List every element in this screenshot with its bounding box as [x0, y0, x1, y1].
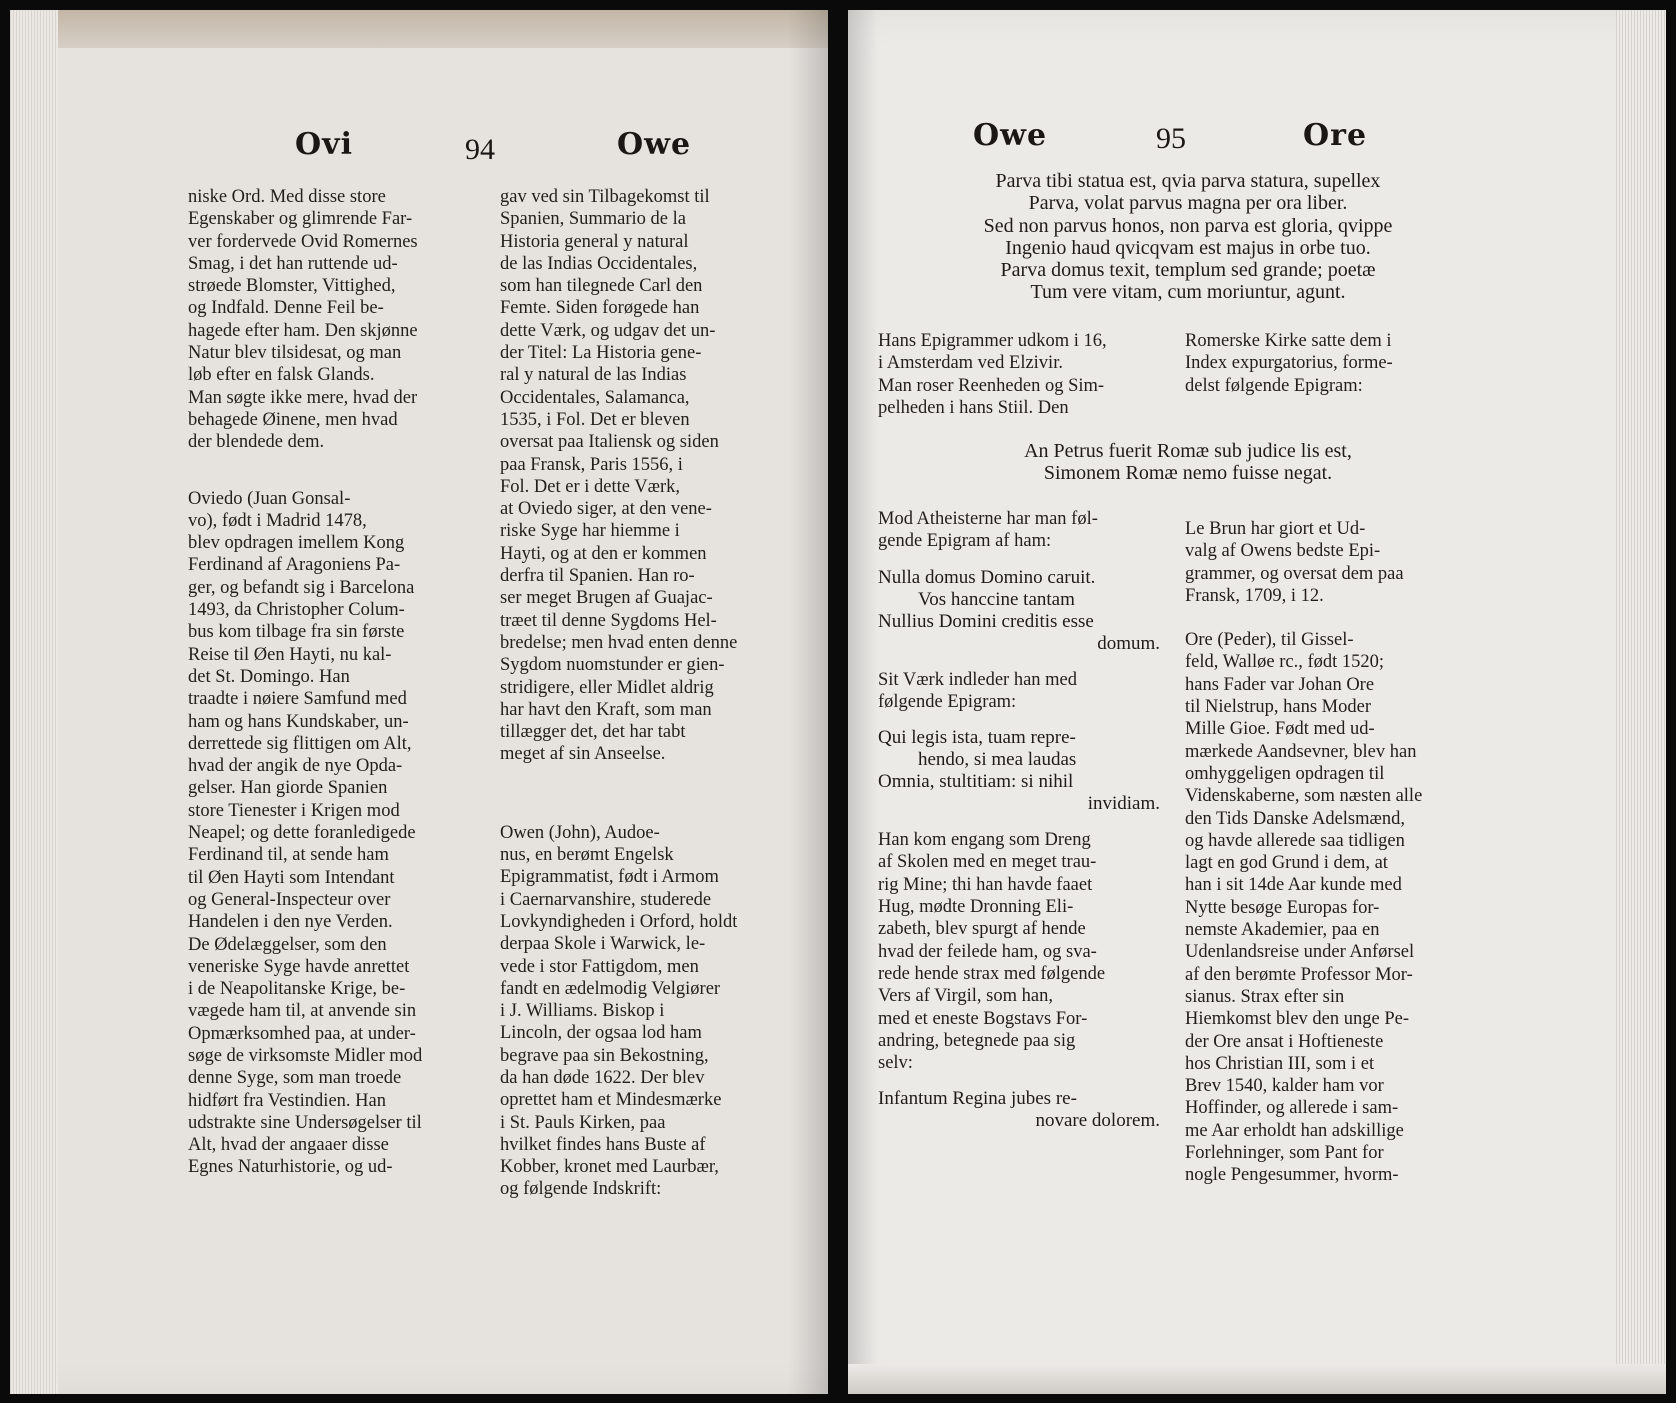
verse-line: domum.	[1097, 632, 1160, 654]
verse-line: novare dolorem.	[1035, 1110, 1160, 1132]
running-head-left: Owe	[973, 118, 1048, 153]
text-line: nemste Akademier, paa en	[1185, 920, 1380, 941]
spacer	[878, 655, 1160, 669]
verse-line: An Petrus fuerit Romæ sub judice lis est,	[1024, 440, 1352, 462]
text-line: ral y natural de las Indias	[500, 365, 687, 386]
text-line: andring, betegnede paa sig	[878, 1030, 1076, 1051]
left-column-1	[188, 186, 478, 1179]
text-line: Smag, i det han ruttende ud-	[188, 253, 398, 274]
text-line: selv:	[878, 1053, 913, 1074]
verse-line: Ingenio haud qvicqvam est majus in orbe tuo.	[1005, 236, 1371, 259]
text-line: dette Værk, og udgav det un-	[500, 320, 716, 341]
text-line: pelheden i hans Stiil. Den	[878, 397, 1069, 418]
verse-line: Parva, volat parvus magna per ora liber.	[1028, 192, 1348, 215]
verse-line: Tum vere vitam, cum moriuntur, agunt.	[1030, 281, 1346, 304]
text-line: vægede ham til, at anvende sin	[188, 1001, 417, 1022]
text-line: Hiemkomst blev den unge Pe-	[1185, 1009, 1410, 1030]
text-line: og General-Inspecteur over	[188, 889, 391, 910]
text-line: Lovkyndigheden i Orford, holdt	[500, 911, 738, 932]
right-column-1-bottom	[878, 508, 1160, 1132]
entry-ore	[1185, 629, 1477, 1186]
text-line: paa Fransk, Paris 1556, i	[500, 454, 683, 475]
text-line: Man søgte ikke mere, hvad der	[188, 387, 418, 408]
text-line: Sit Værk indleder han med	[878, 669, 1078, 690]
text-line: ver fordervede Ovid Romernes	[188, 231, 418, 252]
text-line: Ferdinand til, at sende ham	[188, 845, 389, 866]
page-stack-edge	[1616, 10, 1666, 1394]
text-line: i de Neapolitanske Krige, be-	[188, 979, 406, 1000]
text-line: Spanien, Summario de la	[500, 209, 686, 230]
verse-line: Nullius Domini creditis esse	[878, 610, 1094, 632]
text-line: Egenskaber og glimrende Far-	[188, 209, 413, 230]
epigram-inscription	[888, 170, 1488, 304]
text-line: Index expurgatorius, forme-	[1185, 353, 1393, 374]
verse-line: Parva tibi statua est, qvia parva statura, supellex	[995, 170, 1381, 192]
text-line: Videnskaberne, som næsten alle	[1185, 786, 1423, 807]
text-line: Mille Gioe. Født med ud-	[1185, 719, 1375, 740]
left-column-2	[500, 186, 790, 1201]
spacer	[878, 553, 1160, 567]
paragraph	[1185, 518, 1477, 607]
entry-oviedo	[188, 488, 478, 1179]
text-line: der Ore ansat i Hoftieneste	[1185, 1031, 1384, 1052]
text-line: han i sit 14de Aar kunde med	[1185, 875, 1402, 896]
text-line: i St. Pauls Kirken, paa	[500, 1112, 666, 1133]
text-line: da han døde 1622. Der blev	[500, 1067, 705, 1088]
text-line: gav ved sin Tilbagekomst til	[500, 187, 710, 207]
text-line: Fol. Det er i dette Værk,	[500, 476, 681, 497]
text-line: Kobber, kronet med Laurbær,	[500, 1157, 719, 1178]
running-head-right: Ore	[1303, 118, 1368, 153]
text-line: Ferdinand af Aragoniens Pa-	[188, 555, 401, 576]
text-line: ham og hans Kundskaber, un-	[188, 711, 409, 732]
text-line: Nytte besøge Europas for-	[1185, 897, 1380, 918]
text-line: sianus. Strax efter sin	[1185, 986, 1345, 1007]
epigram-petrus	[888, 440, 1488, 485]
verse-line: hendo, si mea laudas	[918, 749, 1077, 771]
verse-line: Omnia, stultitiam: si nihil	[878, 771, 1074, 793]
text-line: Historia general y natural	[500, 231, 689, 252]
text-line: Occidentales, Salamanca,	[500, 387, 690, 408]
text-line: tillægger det, det har tabt	[500, 722, 686, 743]
page-bottom-edge	[848, 1364, 1666, 1394]
text-line: Handelen i den nye Verden.	[188, 912, 393, 933]
text-line: Epigrammatist, født i Armom	[500, 867, 719, 888]
text-line: Egnes Naturhistorie, og ud-	[188, 1157, 393, 1178]
text-line: derfra til Spanien. Han ro-	[500, 566, 695, 587]
text-line: har havt den Kraft, som man	[500, 699, 712, 720]
text-line: Lincoln, der ogsaa lod ham	[500, 1023, 702, 1044]
text-line: søge de virksomste Midler mod	[188, 1045, 423, 1066]
text-line: grammer, og oversat dem paa	[1185, 563, 1404, 584]
text-line: hvad der feilede ham, og sva-	[878, 941, 1097, 962]
text-line: store Tienester i Krigen mod	[188, 800, 400, 821]
text-line: i J. Williams. Biskop i	[500, 1001, 665, 1022]
text-line: ger, og befandt sig i Barcelona	[188, 577, 415, 598]
page-number: 95	[1156, 122, 1186, 155]
text-line: Opmærksomhed paa, at under-	[188, 1023, 416, 1044]
text-line: hos Christian III, som i et	[1185, 1053, 1375, 1074]
text-line: Fransk, 1709, i 12.	[1185, 585, 1324, 606]
text-line: vo), født i Madrid 1478,	[188, 510, 367, 531]
text-line: rede hende strax med følgende	[878, 963, 1106, 984]
text-line: veneriske Syge havde anrettet	[188, 956, 410, 977]
spacer	[878, 713, 1160, 727]
right-column-2-top	[1185, 330, 1477, 397]
text-line: det St. Domingo. Han	[188, 666, 350, 687]
right-page	[848, 10, 1666, 1394]
text-line: der Titel: La Historia gene-	[500, 343, 702, 364]
text-line: Man roser Reenheden og Sim-	[878, 375, 1105, 396]
text-line: ser meget Brugen af Guajac-	[500, 588, 713, 609]
text-line: Reise til Øen Hayti, nu kal-	[188, 644, 392, 665]
epigram-nulla-domus	[878, 567, 1160, 655]
text-line: meget af sin Anseelse.	[500, 744, 666, 765]
page-number: 94	[465, 133, 495, 166]
text-line: Owen (John), Audoe-	[500, 822, 660, 843]
text-line: til Nielstrup, hans Moder	[1185, 697, 1372, 718]
text-line: hvilket findes hans Buste af	[500, 1134, 706, 1155]
text-line: Hug, mødte Dronning Eli-	[878, 897, 1074, 918]
text-line: vede i stor Fattigdom, men	[500, 956, 699, 977]
text-line: der blendede dem.	[188, 432, 325, 453]
verse-line: Infantum Regina jubes re-	[878, 1088, 1077, 1110]
text-line: og havde allerede saa tidligen	[1185, 830, 1405, 851]
text-line: begrave paa sin Bekostning,	[500, 1045, 709, 1066]
spacer	[878, 815, 1160, 829]
verse-line: Simonem Romæ nemo fuisse negat.	[1043, 462, 1333, 485]
text-line: med et eneste Bogstavs For-	[878, 1008, 1088, 1029]
text-line: fandt en ædelmodig Velgiører	[500, 978, 721, 999]
text-line: Udenlandsreise under Anførsel	[1185, 942, 1415, 963]
text-line: og følgende Indskrift:	[500, 1179, 662, 1200]
text-line: af Skolen med en meget trau-	[878, 852, 1097, 873]
text-line: Han kom engang som Dreng	[878, 830, 1091, 851]
text-line: den Tids Danske Adelsmænd,	[1185, 808, 1405, 829]
text-line: Ore (Peder), til Gissel-	[1185, 630, 1354, 651]
left-page	[10, 10, 828, 1394]
text-line: derrettede sig flittigen om Alt,	[188, 733, 412, 754]
epigram-qui-legis	[878, 727, 1160, 815]
text-line: Brev 1540, kalder ham vor	[1185, 1076, 1384, 1097]
text-line: gelser. Han giorde Spanien	[188, 778, 388, 799]
gutter-shadow	[788, 10, 828, 1394]
text-line: riske Syge har hiemme i	[500, 521, 680, 542]
text-line: til Øen Hayti som Intendant	[188, 867, 395, 888]
text-line: bus kom tilbage fra sin første	[188, 622, 405, 643]
text-line: feld, Walløe rc., født 1520;	[1185, 652, 1385, 673]
text-line: derpaa Skole i Warwick, le-	[500, 934, 706, 955]
text-line: 1535, i Fol. Det er bleven	[500, 409, 690, 430]
running-head-right: Owe	[617, 127, 692, 162]
text-line: træet til denne Sygdoms Hel-	[500, 610, 717, 631]
text-line: af den berømte Professor Mor-	[1185, 964, 1413, 985]
text-line: Hoffinder, og allerede i sam-	[1185, 1098, 1399, 1119]
right-column-2-bottom	[1185, 518, 1477, 1187]
text-line: Forlehninger, som Pant for	[1185, 1143, 1384, 1164]
right-column-1-top	[878, 330, 1160, 419]
text-line: hans Fader var Johan Ore	[1185, 674, 1375, 695]
running-head-left: Ovi	[295, 127, 353, 162]
text-line: i Caernarvanshire, studerede	[500, 889, 712, 910]
text-line: de las Indias Occidentales,	[500, 253, 698, 274]
spacer	[878, 1074, 1160, 1088]
text-line: De Ødelæggelser, som den	[188, 934, 387, 955]
text-line: hvad der angik de nye Opda-	[188, 756, 403, 777]
text-line: me Aar erholdt han adskillige	[1185, 1120, 1404, 1141]
text-line: Femte. Siden forøgede han	[500, 298, 700, 319]
verse-line: Sed non parvus honos, non parva est gloria, qvippe	[983, 214, 1393, 237]
text-line: Natur blev tilsidesat, og man	[188, 343, 402, 364]
text-line: bredelse; men hvad enten denne	[500, 632, 738, 653]
text-line: gende Epigram af ham:	[878, 531, 1052, 552]
verse-line: Parva domus texit, templum sed grande; poetæ	[1000, 259, 1376, 282]
text-line: følgende Epigram:	[878, 691, 1017, 712]
text-line: denne Syge, som man troede	[188, 1068, 402, 1089]
text-line: oversat paa Italiensk og siden	[500, 432, 719, 453]
text-line: lagt en god Grund i dem, at	[1185, 853, 1388, 874]
page-top-edge	[10, 10, 828, 48]
text-line: omhyggeligen opdragen til	[1185, 763, 1385, 784]
text-line: behagede Øinene, men hvad	[188, 409, 398, 430]
text-line: hidført fra Vestindien. Han	[188, 1090, 386, 1111]
text-line: strøede Blomster, Vittighed,	[188, 276, 396, 297]
paragraph	[188, 186, 478, 454]
text-line: nus, en berømt Engelsk	[500, 845, 674, 866]
text-line: zabeth, blev spurgt af hende	[878, 919, 1086, 940]
text-line: i Amsterdam ved Elzivir.	[878, 353, 1063, 374]
text-line: delst følgende Epigram:	[1185, 375, 1363, 396]
text-line: hagede efter ham. Den skjønne	[188, 320, 418, 341]
text-line: mærkede Aandsevner, blev han	[1185, 741, 1417, 762]
text-line: valg af Owens bedste Epi-	[1185, 541, 1381, 562]
text-line: løb efter en falsk Glands.	[188, 365, 375, 386]
text-line: Romerske Kirke satte dem i	[1185, 331, 1392, 351]
text-line: Sygdom nuomstunder er gien-	[500, 655, 725, 676]
text-line: Oviedo (Juan Gonsal-	[188, 488, 351, 509]
page-stack-edge	[10, 10, 58, 1394]
verse-line: invidiam.	[1087, 793, 1160, 815]
entry-owen	[500, 822, 790, 1201]
text-line: Hayti, og at den er kommen	[500, 543, 707, 564]
text-line: blev opdragen imellem Kong	[188, 533, 405, 554]
verse-line: Vos hanccine tantam	[918, 588, 1075, 610]
text-line: at Oviedo siger, at den vene-	[500, 499, 712, 520]
paragraph	[500, 186, 790, 766]
epigram-infantum	[878, 1088, 1160, 1132]
text-line: niske Ord. Med disse store	[188, 187, 386, 207]
text-line: nogle Pengesummer, hvorm-	[1185, 1165, 1399, 1186]
text-line: Vers af Virgil, som han,	[878, 986, 1053, 1007]
verse-line: Nulla domus Domino caruit.	[878, 566, 1096, 588]
text-line: som han tilegnede Carl den	[500, 276, 703, 297]
text-line: 1493, da Christopher Colum-	[188, 600, 405, 621]
gutter-shadow	[848, 10, 878, 1394]
text-line: traadte i nøiere Samfund med	[188, 689, 407, 710]
text-line: Mod Atheisterne har man føl-	[878, 509, 1098, 529]
text-line: oprettet ham et Mindesmærke	[500, 1090, 722, 1111]
text-line: udstrakte sine Undersøgelser til	[188, 1112, 422, 1133]
text-line: og Indfald. Denne Feil be-	[188, 298, 384, 319]
text-line: Alt, hvad der angaaer disse	[188, 1135, 389, 1156]
text-line: Le Brun har giort et Ud-	[1185, 519, 1366, 539]
text-line: Hans Epigrammer udkom i 16,	[878, 331, 1107, 351]
text-line: Neapel; og dette foranledigede	[188, 823, 416, 844]
text-line: rig Mine; thi han havde faaet	[878, 874, 1093, 895]
text-line: stridigere, eller Midlet aldrig	[500, 677, 714, 698]
verse-line: Qui legis ista, tuam repre-	[878, 727, 1076, 749]
